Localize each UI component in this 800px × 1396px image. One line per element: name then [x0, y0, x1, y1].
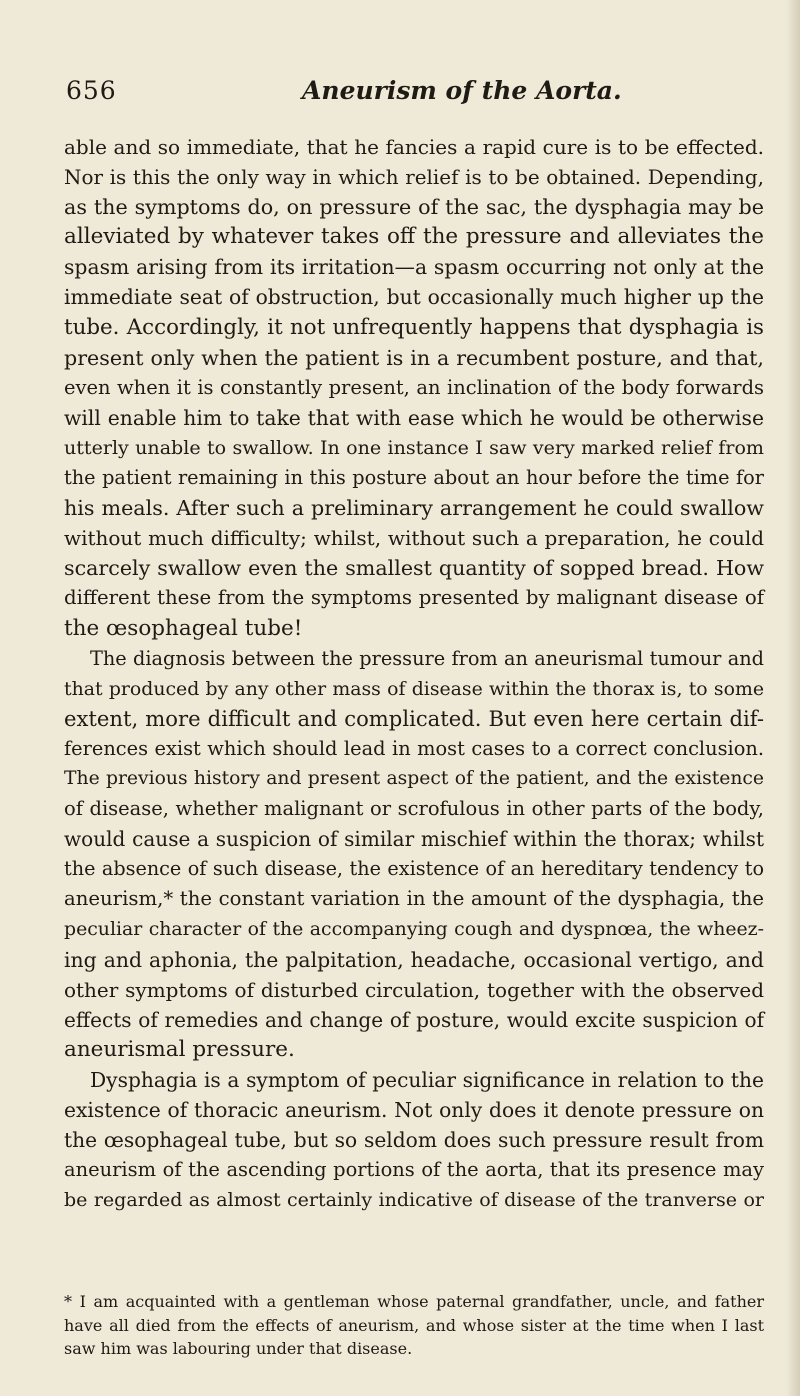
text-line: would cause a suspicion of similar mischief within the thorax; whilst	[64, 827, 764, 852]
text-line: extent, more difficult and complicated. But even here certain dif-	[64, 705, 764, 731]
text-line: different these from the symptoms presented by malignant disease of	[64, 586, 764, 610]
footnote-line: saw him was labouring under that disease.	[64, 1339, 413, 1358]
text-line: effects of remedies and change of posture, would excite suspicion of	[64, 1007, 764, 1032]
footnote-line: have all died from the effects of aneurism, and whose sister at the time when I last	[64, 1315, 764, 1335]
text-line: Nor is this the only way in which relief is to be obtained. Depending,	[64, 165, 764, 190]
text-line: the œsophageal tube!	[64, 615, 303, 641]
text-line: ferences exist which should lead in most cases to a correct conclusion.	[64, 736, 764, 760]
text-line: of disease, whether malignant or scrofulous in other parts of the body,	[64, 797, 764, 821]
text-line: The previous history and present aspect of the patient, and the existence	[64, 767, 764, 789]
body-text	[64, 132, 764, 1215]
text-line: able and so immediate, that he fancies a rapid cure is to be effected.	[64, 135, 764, 159]
text-line: even when it is constantly present, an inclination of the body forwards	[64, 375, 764, 399]
text-line: scarcely swallow even the smallest quantity of sopped bread. How	[64, 556, 764, 581]
paragraph-start-line: Dysphagia is a symptom of peculiar significance in relation to the	[90, 1067, 764, 1092]
text-line: his meals. After such a preliminary arrangement he could swallow	[64, 496, 764, 521]
text-line: aneurism of the ascending portions of the aorta, that its presence may	[64, 1158, 764, 1182]
text-line: will enable him to take that with ease which he would be otherwise	[64, 405, 764, 430]
text-line: aneurism,* the constant variation in the amount of the dysphagia, the	[64, 887, 764, 911]
text-line: aneurismal pressure.	[64, 1036, 295, 1062]
page-edge-shadow	[786, 0, 800, 1396]
running-title: Aneurism of the Aorta.	[302, 76, 622, 105]
text-line: as the symptoms do, on pressure of the sac, the dysphagia may be	[64, 195, 764, 220]
text-line: ing and aphonia, the palpitation, headache, occasional vertigo, and	[64, 947, 764, 972]
text-line: other symptoms of disturbed circulation, together with the observed	[64, 977, 764, 1002]
text-line: the absence of such disease, the existence of an hereditary tendency to	[64, 857, 764, 881]
text-line: immediate seat of obstruction, but occasionally much higher up the	[64, 285, 764, 310]
text-line: without much difficulty; whilst, without such a preparation, he could	[64, 526, 764, 551]
text-line: existence of thoracic aneurism. Not only does it denote pressure on	[64, 1098, 764, 1122]
text-line: alleviated by whatever takes off the pressure and alleviates the	[64, 224, 764, 250]
text-line: spasm arising from its irritation—a spasm occurring not only at the	[64, 255, 764, 280]
text-line: that produced by any other mass of disease within the thorax is, to some	[64, 677, 764, 700]
footnote-line: * I am acquainted with a gentleman whose paternal grandfather, uncle, and father	[64, 1292, 764, 1311]
page-header	[66, 76, 750, 116]
text-line: be regarded as almost certainly indicative of disease of the tranverse or	[64, 1189, 764, 1212]
text-line: utterly unable to swallow. In one instance I saw very marked relief from	[64, 436, 764, 459]
paragraph-start-line: The diagnosis between the pressure from an aneurismal tumour and	[90, 646, 764, 670]
footnote	[64, 1290, 764, 1361]
text-line: present only when the patient is in a recumbent posture, and that,	[64, 345, 764, 370]
text-line: peculiar character of the accompanying cough and dyspnœa, the wheez-	[64, 918, 764, 941]
page-number: 656	[66, 76, 117, 105]
text-line: tube. Accordingly, it not unfrequently happens that dysphagia is	[64, 314, 764, 340]
text-line: the patient remaining in this posture about an hour before the time for	[64, 466, 764, 490]
text-line: the œsophageal tube, but so seldom does such pressure result from	[64, 1128, 764, 1153]
